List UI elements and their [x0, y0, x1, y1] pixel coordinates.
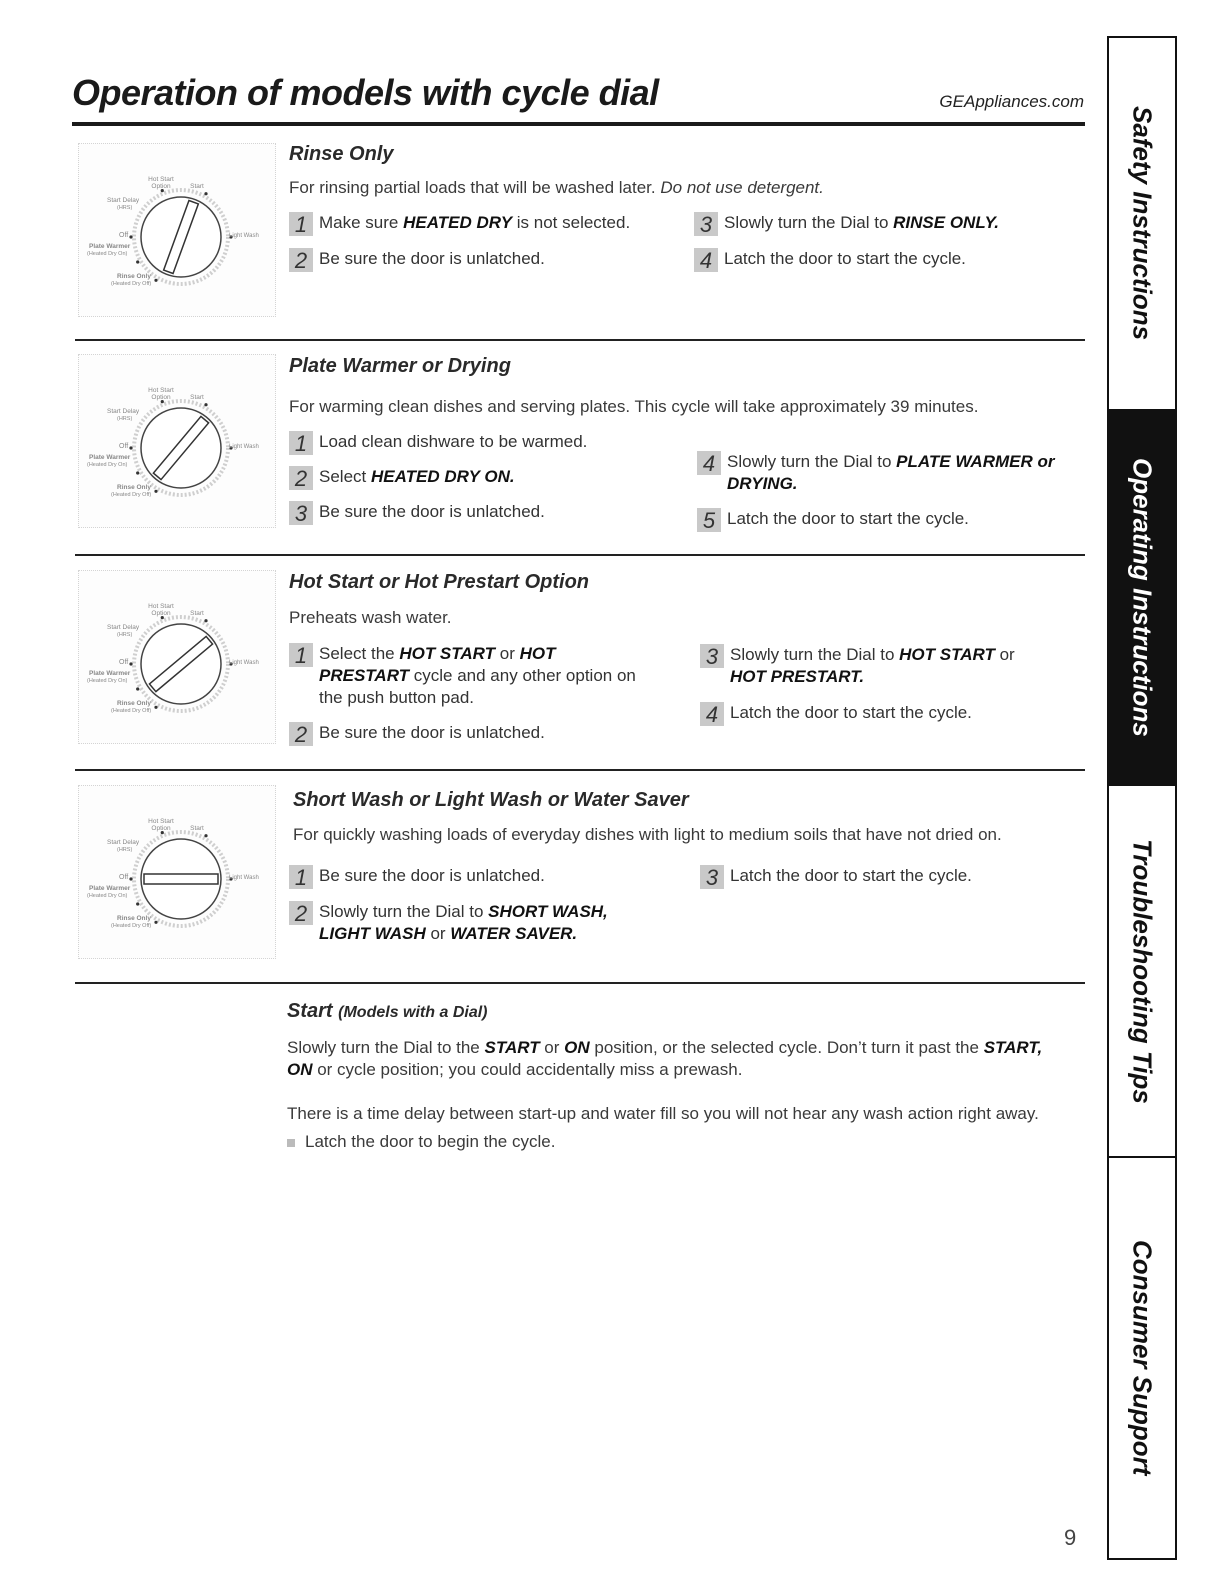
dial-tick [204, 192, 207, 195]
section-divider [75, 769, 1085, 771]
start-bullet: Latch the door to begin the cycle. [287, 1131, 1087, 1153]
start-title-note: (Models with a Dial) [338, 1004, 488, 1021]
section-divider [75, 554, 1085, 556]
dial-label: Off [119, 443, 129, 450]
step-number: 3 [700, 865, 724, 889]
step: 3 Be sure the door is unlatched. [289, 501, 649, 523]
step-number: 1 [289, 643, 313, 667]
dial-label: Option [151, 825, 171, 832]
section-divider [75, 339, 1085, 341]
dial-tick [129, 235, 132, 238]
step: 4 Latch the door to start the cycle. [700, 702, 1060, 724]
dial-label: (Heated Dry Off) [111, 281, 152, 287]
section-divider [75, 982, 1085, 984]
step: 1 Make sure HEATED DRY is not selected. [289, 212, 649, 234]
dial-label: Start Delay [107, 197, 140, 204]
page-title: Operation of models with cycle dial [72, 72, 659, 113]
dial-label: (Heated Dry Off) [111, 923, 152, 929]
dial-label: (Heated Dry On) [87, 678, 128, 684]
dial-label: (HRS) [117, 632, 133, 638]
section-title: Short Wash or Light Wash or Water Saver [293, 789, 689, 811]
dial-label: (HRS) [117, 205, 133, 211]
start-title: Start (Models with a Dial) [287, 1000, 488, 1022]
dial-label: (Heated Dry On) [87, 462, 128, 468]
dial-label: Plate Warmer [89, 454, 131, 461]
dial-tick [136, 260, 139, 263]
dial-label: Rinse Only [117, 273, 151, 280]
dial-drawing [79, 355, 275, 527]
dial-drawing [79, 144, 275, 316]
dial-label: Option [151, 183, 171, 190]
step: 2 Be sure the door is unlatched. [289, 722, 649, 744]
step: 3 Slowly turn the Dial to HOT START or HOT PRESTART. [700, 644, 1060, 688]
step: 4 Latch the door to start the cycle. [694, 248, 1054, 270]
step-number: 1 [289, 431, 313, 455]
step: 2 Select HEATED DRY ON. [289, 466, 649, 488]
dial-label: Light Wash [229, 875, 259, 881]
dial-label: Start [190, 183, 204, 190]
bullet-icon [287, 1139, 295, 1147]
dial-label: Hot Start [148, 818, 174, 825]
step-number: 2 [289, 901, 313, 925]
site-url: GEAppliances.com [939, 92, 1084, 111]
dial-tick [154, 490, 157, 493]
step: 1 Be sure the door is unlatched. [289, 865, 649, 887]
section-description: Preheats wash water. [289, 608, 452, 627]
step-number: 3 [289, 501, 313, 525]
step-number: 3 [700, 644, 724, 668]
step-number: 1 [289, 865, 313, 889]
dial-illustration-rinse-only [78, 143, 276, 317]
step-number: 4 [697, 451, 721, 475]
dial-label: Hot Start [148, 603, 174, 610]
start-paragraph: Slowly turn the Dial to the START or ON position, or the selected cycle. Don’t turn it past the START, ON or cycle position; you could accidentally miss a prewash. [287, 1038, 1043, 1079]
tab-consumer-support[interactable]: Consumer Support [1127, 1240, 1158, 1476]
step-number: 4 [694, 248, 718, 272]
step: 2 Slowly turn the Dial to SHORT WASH, LIGHT WASH or WATER SAVER. [289, 901, 649, 945]
step: 4 Slowly turn the Dial to PLATE WARMER or DRYING. [697, 451, 1057, 495]
dial-tick [154, 279, 157, 282]
dial-label: Start Delay [107, 408, 140, 415]
step: 2 Be sure the door is unlatched. [289, 248, 649, 270]
dial-label: (HRS) [117, 416, 133, 422]
dial-tick [204, 834, 207, 837]
step-number: 5 [697, 508, 721, 532]
step-number: 3 [694, 212, 718, 236]
dial-label: Plate Warmer [89, 243, 131, 250]
step: 1 Select the HOT START or HOT PRESTART cycle and any other option on the push button pad. [289, 643, 649, 709]
step-number: 1 [289, 212, 313, 236]
dial-tick [136, 687, 139, 690]
dial-tick [204, 403, 207, 406]
dial-tick [204, 619, 207, 622]
dial-label: Option [151, 610, 171, 617]
dial-label: Light Wash [229, 233, 259, 239]
dial-label: Light Wash [229, 444, 259, 450]
dial-tick [129, 662, 132, 665]
step-number: 2 [289, 466, 313, 490]
dial-label: Rinse Only [117, 915, 151, 922]
step: 5 Latch the door to start the cycle. [697, 508, 1057, 530]
section-title: Plate Warmer or Drying [289, 355, 511, 377]
section-description: For quickly washing loads of everyday dishes with light to medium soils that have not dried on. [293, 825, 1002, 844]
step-number: 2 [289, 722, 313, 746]
dial-tick [154, 921, 157, 924]
tab-operating-instructions[interactable]: Operating Instructions [1107, 409, 1177, 786]
dial-illustration-short-wash [78, 785, 276, 959]
section-description: For rinsing partial loads that will be washed later. Do not use detergent. [289, 178, 824, 197]
dial-tick [154, 706, 157, 709]
dial-label: Start [190, 610, 204, 617]
section-title: Hot Start or Hot Prestart Option [289, 571, 590, 593]
dial-label: Start Delay [107, 839, 140, 846]
dial-label: Rinse Only [117, 700, 151, 707]
step: 1 Load clean dishware to be warmed. [289, 431, 649, 453]
dial-drawing [79, 571, 275, 743]
dial-pointer [144, 874, 218, 884]
step-number: 2 [289, 248, 313, 272]
dial-label: (HRS) [117, 847, 133, 853]
dial-label: Plate Warmer [89, 670, 131, 677]
dial-tick [136, 902, 139, 905]
start-note: There is a time delay between start-up and water fill so you will not hear any wash action right away. [287, 1104, 1039, 1123]
dial-label: Start [190, 825, 204, 832]
step: 3 Latch the door to start the cycle. [700, 865, 1060, 887]
dial-label: Plate Warmer [89, 885, 131, 892]
dial-label: Start Delay [107, 624, 140, 631]
tab-safety-instructions[interactable]: Safety Instructions [1127, 105, 1158, 341]
dial-label: Start [190, 394, 204, 401]
dial-label: Off [119, 659, 129, 666]
tab-troubleshooting-tips[interactable]: Troubleshooting Tips [1127, 838, 1158, 1104]
dial-label: (Heated Dry Off) [111, 708, 152, 714]
dial-drawing [79, 786, 275, 958]
dial-label: Rinse Only [117, 484, 151, 491]
dial-label: Hot Start [148, 176, 174, 183]
step: 3 Slowly turn the Dial to RINSE ONLY. [694, 212, 1054, 234]
dial-illustration-hot-start [78, 570, 276, 744]
title-rule [72, 122, 1085, 126]
dial-label: Light Wash [229, 660, 259, 666]
section-description: For warming clean dishes and serving plates. This cycle will take approximately 39 minutes. [289, 397, 979, 416]
dial-label: (Heated Dry On) [87, 893, 128, 899]
dial-label: Off [119, 874, 129, 881]
dial-illustration-plate-warmer [78, 354, 276, 528]
dial-tick [129, 877, 132, 880]
section-title: Rinse Only [289, 143, 394, 165]
step-number: 4 [700, 702, 724, 726]
dial-label: (Heated Dry Off) [111, 492, 152, 498]
dial-tick [129, 446, 132, 449]
dial-label: Off [119, 232, 129, 239]
dial-label: Hot Start [148, 387, 174, 394]
dial-tick [136, 471, 139, 474]
page-number: 9 [1064, 1525, 1077, 1550]
dial-label: (Heated Dry On) [87, 251, 128, 257]
dial-label: Option [151, 394, 171, 401]
